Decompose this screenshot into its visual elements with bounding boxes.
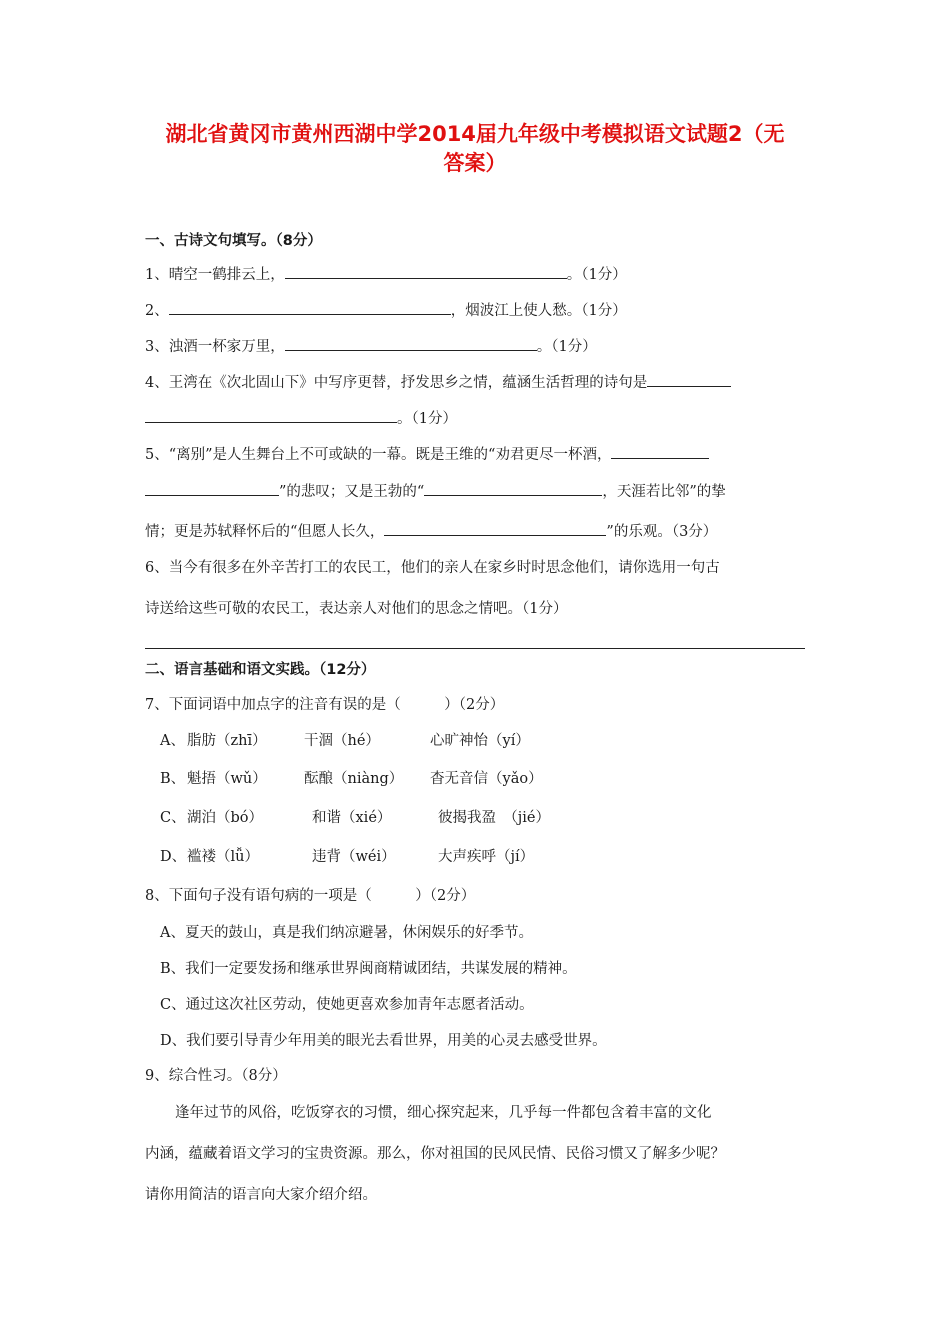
q7-option-b-word3: 杳无音信（yǎo）	[430, 771, 543, 787]
question-5-line-2	[145, 480, 726, 501]
q5-line3-prompt: 情；更是苏轼释怀后的“但愿人长久，	[145, 524, 385, 540]
q7-option-c-word3: 彼揭我盈 （jié）	[438, 810, 550, 826]
q4-suffix: 。（1分）	[397, 411, 457, 427]
q6-answer-line[interactable]	[145, 648, 805, 649]
q7-option-d-word2: 违背（wéi）	[312, 849, 396, 865]
question-4-line-2	[145, 407, 457, 428]
q2-answer-blank[interactable]	[169, 299, 451, 315]
q5-answer-blank-d[interactable]	[384, 520, 606, 536]
q7-option-b-word1: 魁捂（wǔ）	[187, 771, 267, 787]
section1-heading: 一、古诗文句填写。（8分）	[145, 233, 322, 249]
question-6-line-1: 6、当今有很多在外辛苦打工的农民工，他们的亲人在家乡时时思念他们，请你选用一句古	[145, 560, 720, 576]
question-6-line-2: 诗送给这些可敬的农民工，表达亲人对他们的思念之情吧。（1分）	[145, 601, 568, 617]
question-3	[145, 335, 597, 356]
q7-option-a-word2: 干涸（hé）	[304, 733, 380, 749]
q3-prompt: 3、浊酒一杯家万里，	[145, 339, 285, 355]
q9-paragraph-line-2: 内涵，蕴藏着语文学习的宝贵资源。那么，你对祖国的民风民情、民俗习惯又了解多少呢？	[145, 1146, 725, 1162]
question-5-line-1	[145, 443, 709, 464]
q8-option-a: A、夏天的鼓山，真是我们纳凉避暑，休闲娱乐的好季节。	[160, 925, 533, 941]
q5-line3-suffix: ”的乐观。（3分）	[606, 524, 718, 540]
q8-option-d: D、我们要引导青少年用美的眼光去看世界，用美的心灵去感受世界。	[160, 1033, 607, 1049]
q8-option-b: B、我们一定要发扬和继承世界闽商精诚团结，共谋发展的精神。	[160, 961, 577, 977]
question-1	[145, 263, 627, 284]
q7-option-b-label: B、	[160, 771, 186, 787]
q5-line2-suffix: ，天涯若比邻”的挚	[602, 484, 726, 500]
q7-option-b-word2: 酝酿（niàng）	[304, 771, 404, 787]
q7-option-a-label: A、	[160, 733, 185, 749]
q2-suffix: ，烟波江上使人愁。（1分）	[450, 303, 627, 319]
q4-prompt: 4、王湾在《次北固山下》中写序更替，抒发思乡之情，蕴涵生活哲理的诗句是	[145, 375, 648, 391]
q7-option-a-word1: 脂肪（zhī）	[187, 733, 267, 749]
q7-option-d-word3: 大声疾呼（jí）	[438, 849, 535, 865]
q2-number: 2、	[145, 303, 169, 319]
q1-answer-blank[interactable]	[285, 263, 567, 279]
q5-answer-blank-a[interactable]	[611, 443, 709, 459]
q4-answer-blank-a[interactable]	[647, 371, 731, 387]
question-9-stem: 9、综合性习。（8分）	[145, 1068, 287, 1084]
question-4-line-1	[145, 371, 731, 392]
question-5-line-3	[145, 520, 717, 541]
q7-option-c-word1: 湖泊（bó）	[187, 810, 264, 826]
q7-option-c-word2: 和谐（xié）	[312, 810, 392, 826]
q5-prompt: 5、“离别”是人生舞台上不可或缺的一幕。既是王维的“劝君更尽一杯酒，	[145, 447, 612, 463]
q9-paragraph-line-1: 逢年过节的风俗，吃饭穿衣的习惯，细心探究起来，几乎每一件都包含着丰富的文化	[175, 1105, 712, 1121]
question-8-stem: 8、下面句子没有语句病的一项是（ ）（2分）	[145, 888, 476, 904]
q1-prompt: 1、晴空一鹤排云上，	[145, 267, 285, 283]
q7-option-d-label: D、	[160, 849, 187, 865]
document-title	[120, 120, 830, 178]
q9-paragraph-line-3: 请你用简洁的语言向大家介绍介绍。	[145, 1187, 377, 1203]
q7-option-c-label: C、	[160, 810, 186, 826]
title-line-1: 湖北省黄冈市黄州西湖中学2014届九年级中考模拟语文试题2（无	[165, 122, 785, 146]
q1-suffix: 。（1分）	[566, 267, 627, 283]
q4-answer-blank-b[interactable]	[145, 407, 397, 423]
q7-option-d-word1: 褴褛（lǚ）	[187, 849, 259, 865]
q5-middle-text: ”的悲叹；又是王勃的“	[279, 484, 425, 500]
question-7-stem: 7、下面词语中加点字的注音有误的是（ ）（2分）	[145, 697, 505, 713]
q3-answer-blank[interactable]	[285, 335, 537, 351]
q5-answer-blank-b[interactable]	[145, 480, 279, 496]
question-2	[145, 299, 627, 320]
section2-heading: 二、语言基础和语文实践。（12分）	[145, 662, 376, 678]
q8-option-c: C、通过这次社区劳动，使她更喜欢参加青年志愿者活动。	[160, 997, 534, 1013]
q3-suffix: 。（1分）	[536, 339, 597, 355]
q5-answer-blank-c[interactable]	[424, 480, 602, 496]
q7-option-a-word3: 心旷神怡（yí）	[430, 733, 530, 749]
title-line-2: 答案）	[443, 151, 507, 175]
